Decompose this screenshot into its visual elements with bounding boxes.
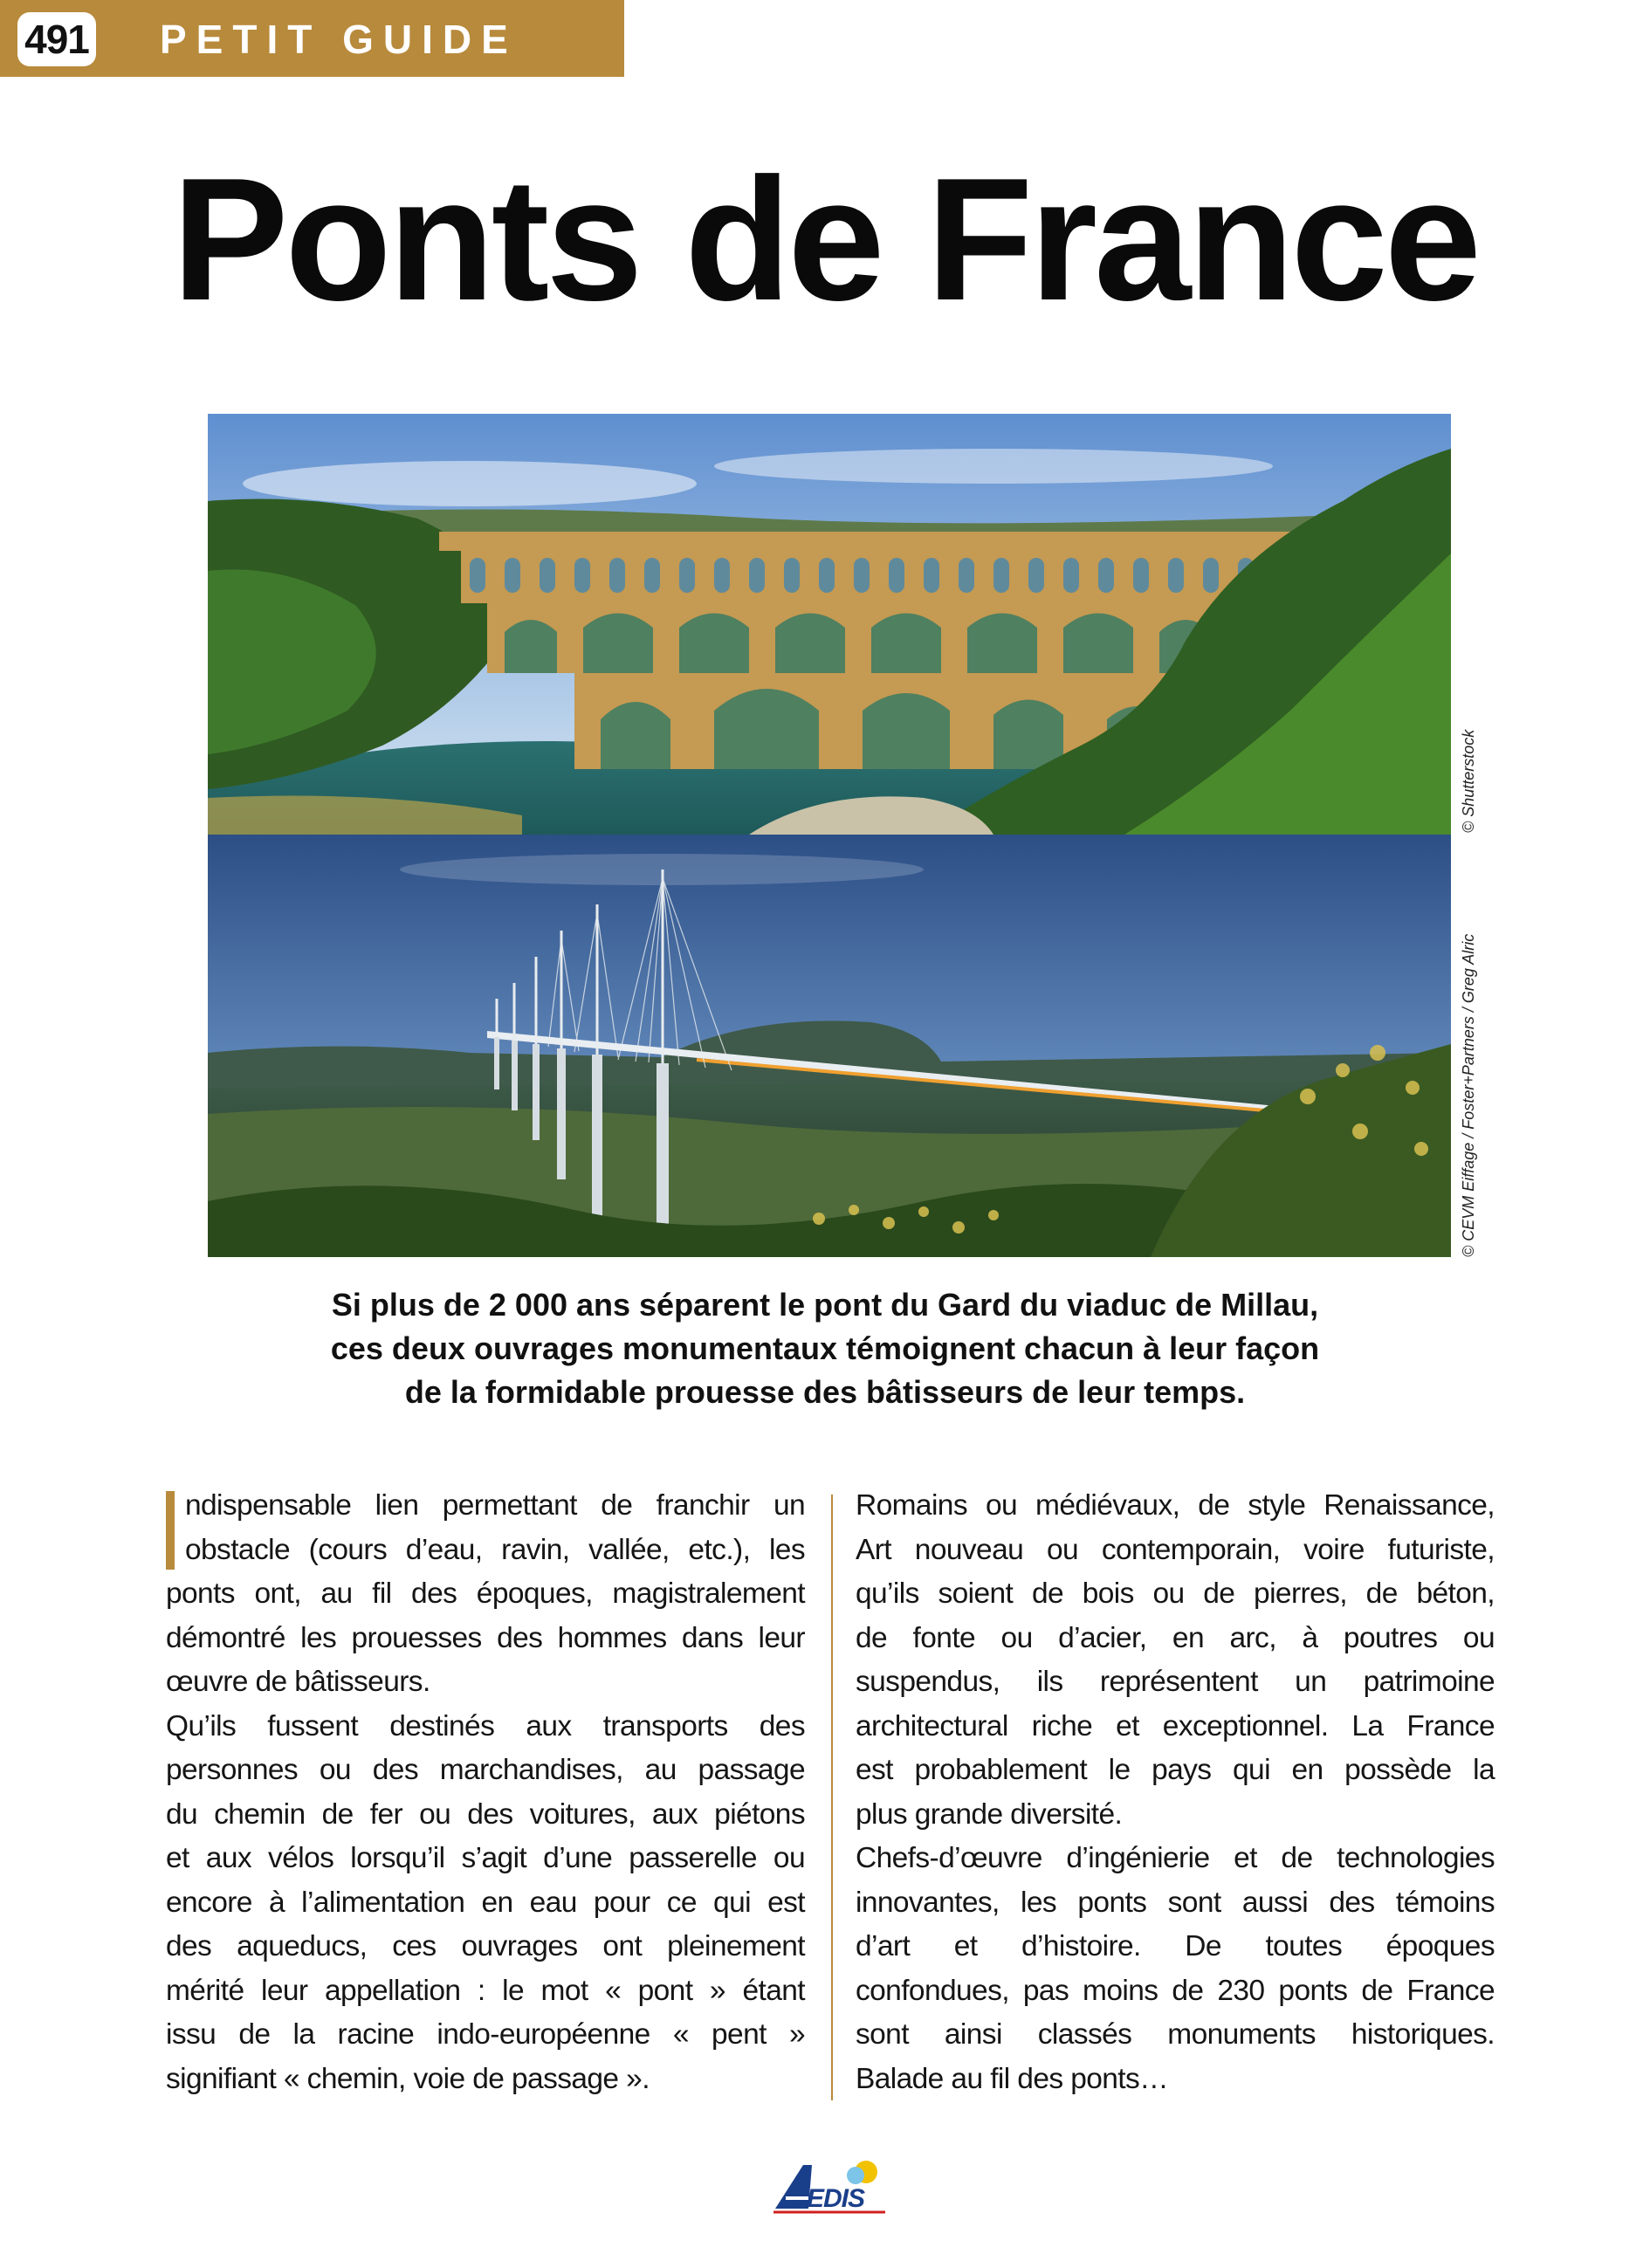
lead-line: Si plus de 2 000 ans séparent le pont du Gard du viaduc de Millau, [331,1287,1319,1323]
pont-du-gard-photo [208,414,1451,835]
viaduc-de-millau-illustration [208,835,1451,1257]
body-line: œuvre de bâtisseurs. [166,1666,430,1698]
aedis-logo-mark [768,2153,890,2216]
lead-paragraph [288,1283,1362,1414]
viaduc-de-millau-photo [208,835,1451,1257]
photo-credit-bottom: © CEVM Eiffage / Foster+Partners / Greg Alric [1460,933,1477,1257]
column-divider [831,1495,833,2100]
body-line: Art nouveau ou contemporain, voire futuriste, [856,1533,1495,1566]
body-line: Qu’ils fussent destinés aux transports des [166,1709,805,1742]
body-line: encore à l’alimentation en eau pour ce qui est [166,1886,805,1919]
photo-credit-top: © Shutterstock [1460,729,1477,833]
series-name: PETIT GUIDE [160,17,518,62]
body-line: démontré les prouesses des hommes dans leur [166,1621,805,1654]
body-column-left [166,1484,805,2101]
body-line: obstacle (cours d’eau, ravin, vallée, etc.), les [185,1533,805,1566]
body-line: suspendus, ils représentent un patrimoine [856,1666,1495,1698]
body-line: innovantes, les ponts sont aussi des témoins [856,1886,1495,1919]
body-line: est probablement le pays qui en possède la [856,1754,1495,1786]
body-line: et aux vélos lorsqu’il s’agit d’une passerelle ou [166,1842,805,1874]
body-line: Chefs-d’œuvre d’ingénierie et de technologies [856,1842,1495,1874]
drop-cap [166,1491,175,1570]
body-line: d’art et d’histoire. De toutes époques [856,1930,1495,1962]
pont-du-gard-illustration [208,414,1451,835]
lead-line: ces deux ouvrages monumentaux témoignent chacun à leur façon [330,1330,1320,1366]
body-line: du chemin de fer ou des voitures, aux piétons [166,1797,805,1831]
body-line: ndispensable lien permettant de franchir un [185,1489,805,1522]
body-line: plus grande diversité. [856,1797,1123,1831]
body-line: personnes ou des marchandises, au passage [166,1754,805,1786]
body-line: architectural riche et exceptionnel. La France [856,1709,1495,1742]
body-line: confondues, pas moins de 230 ponts de France [856,1974,1495,2007]
body-line: de fonte ou d’acier, en arc, à poutres ou [856,1621,1495,1654]
page-title: Ponts de France [172,142,1478,337]
page-number: 491 [17,12,96,66]
body-line: sont ainsi classés monuments historiques. [856,2018,1495,2051]
body-line: ponts ont, au fil des époques, magistralement [166,1577,805,1610]
lead-line: de la formidable prouesse des bâtisseurs de leur temps. [404,1374,1246,1410]
aedis-logo [768,2153,890,2216]
body-line: Balade au fil des ponts… [856,2062,1169,2095]
body-line: des aqueducs, ces ouvrages ont pleinement [166,1930,805,1962]
body-column-right [856,1484,1495,2101]
header-band [0,0,624,77]
svg-text:EDIS: EDIS [807,2184,865,2213]
body-line: Romains ou médiévaux, de style Renaissance, [856,1489,1495,1522]
body-line: issu de la racine indo-européenne « pent » [166,2018,805,2051]
body-line: mérité leur appellation : le mot « pont » étant [166,1974,805,2007]
body-line: qu’ils soient de bois ou de pierres, de béton, [856,1577,1495,1610]
body-line: signifiant « chemin, voie de passage ». [166,2062,650,2095]
